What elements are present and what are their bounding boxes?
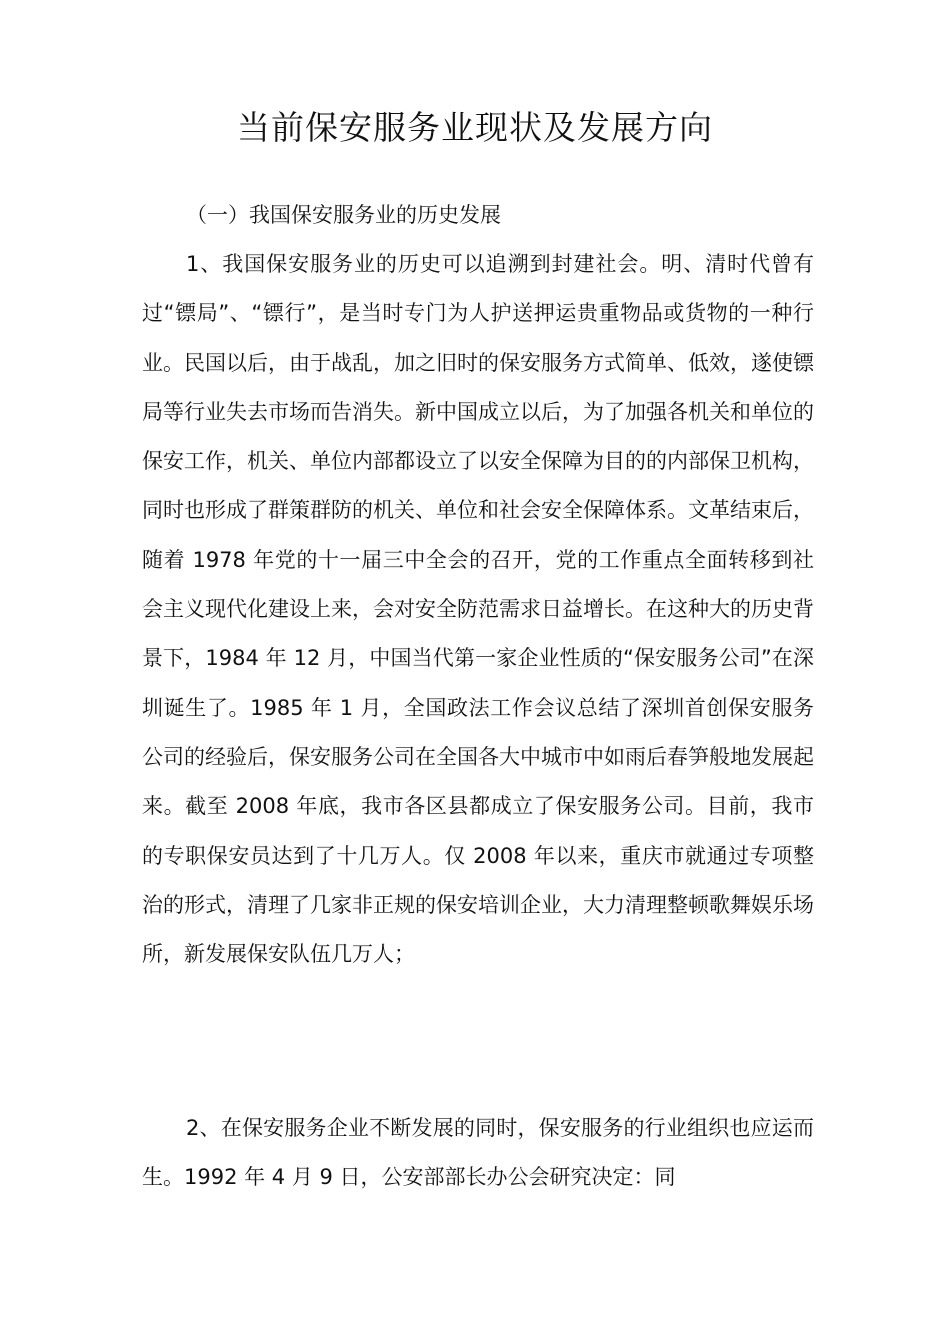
section-heading: （一）我国保安服务业的历史发展	[186, 203, 501, 227]
document-title: 当前保安服务业现状及发展方向	[237, 108, 713, 147]
paragraph-2: 2、在保安服务企业不断发展的同时，保安服务的行业组织也应运而生。1992 年 4 月 9 日，公安部部长办公会研究决定：同	[142, 1116, 814, 1190]
paragraph-1: 1、我国保安服务业的历史可以追溯到封建社会。明、清时代曾有过“镖局”、“镖行”，是当时专门为人护送押运贵重物品或货物的一种行业。民国以后，由于战乱，加之旧时的保安服务方式简单、低效，遂使镖局等行业失去市场而告消失。新中国成立以后，为了加强各机关和单位的保安工作，机关、单位内部都设立了以安全保障为目的的内部保卫机构，同时也形成了群策群防的机关、单位和社会安全保障体系。文革结束后，随着 1978 年党的十一届三中全会的召开，党的工作重点全面转移到社会主义现代化建设上来，会对安全防范需求日益增长。在这种大的历史背景下，1984 年 12 月，中国当代第一家企业性质的“保安服务公司”在深圳诞生了。1985 年 1 月，全国政法工作会议总结了深圳首创保安服务公司的经验后，保安服务公司在全国各大中城市中如雨后春笋般地发展起来。截至 2008 年底，我市各区县都成立了保安服务公司。目前，我市的专职保安员达到了十几万人。仅 2008 年以来，重庆市就通过专项整治的形式，清理了几家非正规的保安培训企业，大力清理整顿歌舞娱乐场所，新发展保安队伍几万人；	[142, 252, 814, 967]
